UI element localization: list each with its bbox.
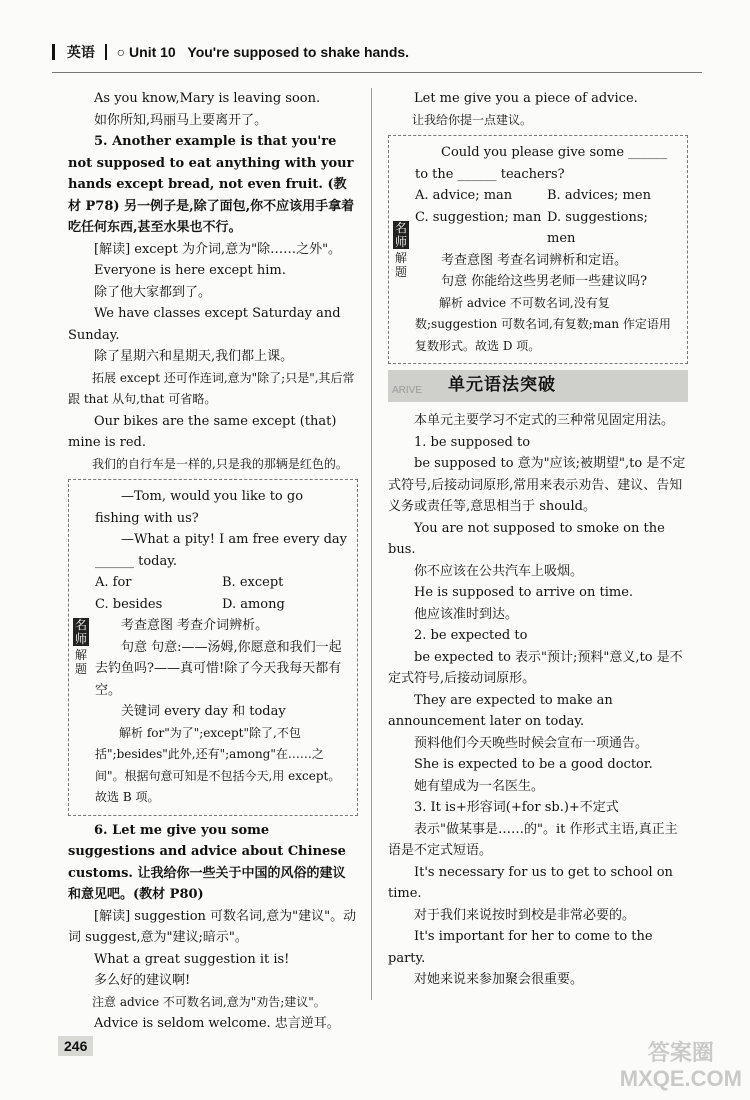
option: D. among	[222, 596, 285, 612]
header-subject: 英语	[66, 44, 95, 60]
watermark	[620, 1040, 742, 1092]
paragraph: Advice is seldom welcome. 忠言逆耳。	[94, 1016, 340, 1031]
watermark-line2: MXQE.COM	[619, 1066, 742, 1091]
option: B. except	[222, 575, 284, 590]
column-divider	[371, 88, 372, 1000]
paragraph: Our bikes are the same except (that) mine is red.	[68, 413, 337, 450]
right-paragraphs	[388, 88, 688, 131]
header-rule	[52, 72, 702, 73]
paragraph: 2. be expected to	[414, 628, 528, 643]
option: C. suggestion; man	[415, 209, 542, 225]
page-number: 246	[58, 1036, 93, 1056]
meaning: 句意 句意:——汤姆,你愿意和我们一起去钓鱼吗?——真可惜!除了今天我每天都有空。	[95, 639, 342, 698]
right-column	[388, 88, 688, 991]
intent: 考查意图 考查名词辨析和定语。	[441, 252, 628, 268]
paragraph: 6. Let me give you some suggestions and advice about Chinese customs. 让我给你一些关于中国的风俗的建议和意见吧。(教材 P80)	[68, 822, 346, 902]
question-line: Could you please give some ______ to the ______ teachers?	[415, 145, 668, 182]
tag-bottom: 解题	[74, 648, 87, 677]
example-box-1	[68, 479, 358, 816]
tag-top: 名师	[394, 220, 407, 249]
paragraph: 5. Another example is that you're not supposed to eat anything with your hands except bread, not even fruit. (教材 P78) 另一例子是,除了面包,你不应该用手拿着吃任何东西,甚至水果也不行。	[68, 134, 355, 235]
section-ghost-text: ARIVE	[392, 385, 423, 396]
paragraph: You are not supposed to smoke on the bus.	[388, 520, 665, 557]
paragraph: 多么好的建议啊!	[94, 973, 191, 988]
header-title: You're supposed to shake hands.	[187, 44, 410, 60]
header-unit: Unit 10	[129, 44, 176, 60]
intent: 考查意图 考查介词辨析。	[121, 618, 269, 633]
section-title: 单元语法突破	[448, 375, 556, 394]
option: C. besides	[95, 596, 163, 612]
tag-bottom: 解题	[394, 250, 407, 279]
left-paragraphs-2	[68, 820, 358, 1035]
paragraph: 除了星期六和星期天,我们都上课。	[94, 349, 294, 364]
circle-icon: ○	[116, 44, 126, 60]
options	[95, 572, 349, 615]
paragraph: They are expected to make an announcement later on today.	[388, 692, 613, 729]
header-bar	[52, 44, 55, 60]
teacher-tag	[73, 618, 89, 676]
paragraph: 本单元主要学习不定式的三种常见固定用法。	[414, 413, 675, 428]
paragraph: be expected to 表示"预计;预料"意义,to 是不定式符号,后接动词原形。	[388, 649, 683, 686]
paragraph: 她有望成为一名医生。	[414, 778, 545, 794]
paragraph: 对她来说来参加聚会很重要。	[414, 972, 584, 987]
paragraph: [解读] except 为介词,意为"除……之外"。	[94, 241, 342, 257]
paragraph: It's important for her to come to the party.	[388, 929, 653, 966]
paragraph: Let me give you a piece of advice.	[414, 91, 638, 106]
paragraph: It's necessary for us to get to school on time.	[388, 864, 673, 901]
paragraph: Everyone is here except him.	[94, 263, 286, 278]
meaning: 句意 你能给这些男老师一些建议吗?	[441, 274, 648, 289]
paragraph: 除了他大家都到了。	[94, 284, 212, 300]
paragraph: 让我给你提一点建议。	[412, 112, 533, 127]
paragraph: What a great suggestion it is!	[94, 951, 290, 967]
paragraph: be supposed to 意为"应该;被期望",to 是不定式符号,后接动词原形,常用来表示劝告、建议、告知义务或责任等,意思相当于 should。	[388, 456, 686, 514]
paragraph: 你不应该在公共汽车上吸烟。	[414, 563, 584, 579]
paragraph: 1. be supposed to	[414, 434, 531, 450]
example-box-2	[388, 135, 688, 364]
paragraph: 注意 advice 不可数名词,意为"劝告;建议"。	[92, 994, 326, 1009]
paragraph: We have classes except Saturday and Sunday.	[68, 306, 341, 343]
option: A. advice; man	[415, 188, 513, 203]
paragraph: 如你所知,玛丽马上要离开了。	[94, 112, 268, 128]
option: D. suggestions; men	[547, 209, 648, 246]
analysis: 解析 advice 不可数名词,没有复数;suggestion 可数名词,有复数;man 作定语用复数形式。故选 D 项。	[415, 295, 671, 353]
watermark-line1: 答案圈	[647, 1040, 714, 1065]
left-column	[68, 88, 358, 1035]
header-separator	[105, 44, 107, 60]
tag-top: 名师	[74, 618, 87, 647]
section-title-bar	[388, 370, 688, 402]
left-paragraphs	[68, 88, 358, 475]
keywords: 关键词 every day 和 today	[121, 704, 286, 719]
paragraph: 表示"做某事是……的"。it 作形式主语,真正主语是不定式短语。	[388, 821, 678, 858]
paragraph: [解读] suggestion 可数名词,意为"建议"。动词 suggest,意为"建议;暗示"。	[68, 908, 357, 945]
paragraph: As you know,Mary is leaving soon.	[94, 91, 321, 106]
paragraph: She is expected to be a good doctor.	[414, 757, 653, 772]
option: A. for	[95, 575, 132, 590]
analysis: 解析 for"为了";except"除了,不包括";besides"此外,还有";among"在……之间"。根据句意可知是不包括今天,用 except。故选 B 项。	[95, 725, 341, 804]
teacher-tag	[393, 221, 409, 279]
option: B. advices; men	[547, 188, 651, 203]
question-line: —What a pity! I am free every day ______ today.	[95, 532, 347, 569]
paragraph: He is supposed to arrive on time.	[414, 585, 634, 600]
paragraph: 他应该准时到达。	[414, 606, 519, 622]
paragraph: 我们的自行车是一样的,只是我的那辆是红色的。	[92, 456, 348, 471]
page-header	[52, 42, 702, 68]
question-line: —Tom, would you like to go fishing with us?	[95, 489, 304, 526]
options	[415, 185, 679, 250]
paragraph: 3. It is+形容词(+for sb.)+不定式	[414, 800, 619, 815]
right-paragraphs-2	[388, 410, 688, 991]
paragraph: 对于我们来说按时到校是非常必要的。	[414, 907, 636, 923]
paragraph: 预料他们今天晚些时候会宣布一项通告。	[414, 735, 649, 751]
paragraph: 拓展 except 还可作连词,意为"除了;只是",其后常跟 that 从句,that 可省略。	[68, 370, 355, 406]
